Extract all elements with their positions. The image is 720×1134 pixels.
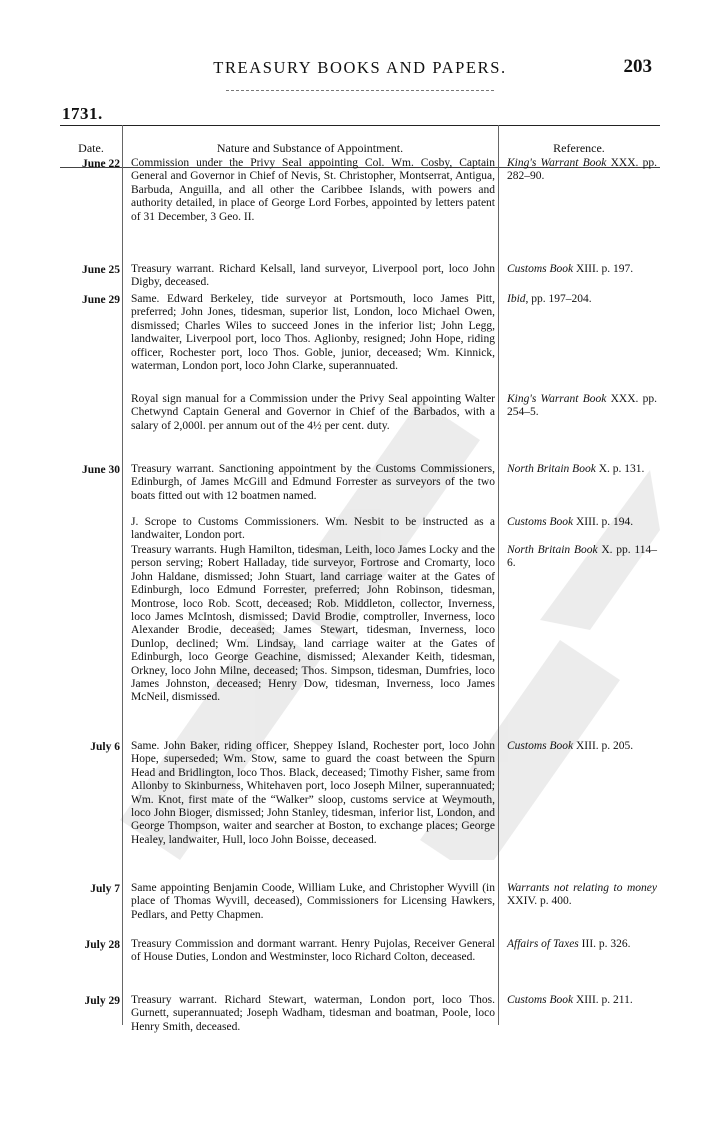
column-header-reference: Reference. bbox=[553, 141, 605, 155]
entry-date: June 29 bbox=[81, 294, 120, 306]
appointments-list bbox=[60, 157, 660, 1038]
table-row bbox=[60, 516, 660, 544]
reference-book: North Britain Book bbox=[507, 463, 596, 475]
entry-reference bbox=[507, 882, 657, 909]
entry-text: Same. John Baker, riding officer, Sheppey Island, Rochester port, loco John Hope, superseded; Wm. Stow, same to guard the coast between the Spurn Head and Bridlington, loco Thos. Black, deceased; Timothy Fisher, same from Allonby to Skinburness, Whitehaven port, loco Joseph Milner, superannuated; Wm. Knot, first mate of the “Walker” sloop, customs service at Weymouth, loco John Bioger, dismissed; John Stanley, tidesman, inferior list, London, and George Thompson, waiter and searcher at Boston, to exchange places; George Healey, landwaiter, Hull, loco John Boisse, deceased. bbox=[131, 740, 495, 846]
reference-page: , pp. 197–204. bbox=[525, 293, 592, 305]
entry-reference bbox=[507, 393, 657, 420]
reference-book: King's Warrant Book bbox=[507, 157, 607, 169]
entry-date: June 25 bbox=[81, 264, 120, 276]
entry-reference bbox=[507, 263, 657, 276]
table-row bbox=[60, 263, 660, 293]
table-row bbox=[60, 463, 660, 516]
entry-date: July 6 bbox=[90, 741, 120, 753]
entry-text: Treasury Commission and dormant warrant. Henry Pujolas, Receiver General of House Duties, London and Westminster, loco Richard Colton, deceased. bbox=[131, 938, 495, 964]
reference-page: XIII. p. 205. bbox=[573, 740, 634, 752]
table-row bbox=[60, 740, 660, 882]
entry-reference bbox=[507, 463, 657, 476]
reference-book: King's Warrant Book bbox=[507, 393, 607, 405]
entry-text: Treasury warrants. Hugh Hamilton, tidesman, Leith, loco James Locky and the person serving; Robert Halladay, tide surveyor, Fortrose and Cromarty, loco John Haldane, dismissed; John Stuart, land carriage waiter at the Gates of Edinburgh, loco Edmund Forrester, preferred; John Robinson, tidesman, Montrose, loco Rob. Scott, deceased; Rob. Middleton, collector, Inverness, loco James McIntosh, dismissed; David Brodie, comptroller, Inverness, loco Alexander Brodie, deceased; James Stewart, tidesman, Inverness, loco Dunlop, declined; Wm. Lindsay, land carriage waiter at the Gates of Edinburgh, loco George Geachine, dismissed; Alexander Keith, tidesman, Orkney, loco John Milne, deceased; Thos. Simpson, tidesman, Dumfries, loco James Johnston, deceased; Henry Dow, tidesman, Inverness, loco James McNeil, dismissed. bbox=[131, 544, 495, 704]
table-top-rule bbox=[60, 125, 660, 126]
reference-page: XXX. pp. 254–5. bbox=[507, 393, 657, 419]
reference-page: III. p. 326. bbox=[578, 938, 631, 950]
entry-reference bbox=[507, 544, 657, 571]
entry-reference bbox=[507, 157, 657, 184]
table-row bbox=[60, 544, 660, 740]
reference-page: XXX. pp. 282–90. bbox=[507, 157, 657, 183]
reference-book: Customs Book bbox=[507, 994, 574, 1006]
reference-book: Customs Book bbox=[507, 740, 574, 752]
entry-text: Same. Edward Berkeley, tide surveyor at Portsmouth, loco James Pitt, preferred; John Jones, tidesman, superior list, London, loco Michael Owen, dismissed; Charles Wiles to succeed Jones in the inferior list; John Legg, landwaiter, Liverpool port, loco Thos. Aglionby, resigned; John Hope, riding officer, Rochester port, loco Thos. Goble, junior, deceased; Wm. Kinnick, waterman, London port, loco John Clarke, superannuated. bbox=[131, 293, 495, 373]
column-header-nature: Nature and Substance of Appointment. bbox=[216, 141, 404, 155]
reference-page: X. p. 131. bbox=[595, 463, 645, 475]
reference-book: Affairs of Taxes bbox=[507, 938, 579, 950]
entry-text: Royal sign manual for a Commission under the Privy Seal appointing Walter Chetwynd Captain General and Governor in Chief of the Barbados, with a salary of 2,000l. per annum out of the 4½ per cent. duty. bbox=[131, 393, 495, 432]
reference-page: X. pp. 114–6. bbox=[507, 544, 657, 570]
table-row bbox=[60, 938, 660, 994]
table-row bbox=[60, 882, 660, 938]
entry-text: Treasury warrant. Richard Kelsall, land surveyor, Liverpool port, loco John Digby, deceased. bbox=[131, 263, 495, 289]
reference-page: XIII. p. 197. bbox=[573, 263, 634, 275]
entry-reference bbox=[507, 516, 657, 529]
page-header bbox=[60, 58, 660, 82]
table-row bbox=[60, 157, 660, 263]
table-row bbox=[60, 293, 660, 393]
entry-text: J. Scrope to Customs Commissioners. Wm. Nesbit to be instructed as a landwaiter, London port. bbox=[131, 516, 495, 542]
entry-date: June 30 bbox=[81, 464, 120, 476]
entry-reference bbox=[507, 293, 657, 306]
running-head: TREASURY BOOKS AND PAPERS. bbox=[213, 58, 507, 77]
table-row bbox=[60, 994, 660, 1038]
reference-book: Warrants not relating to money bbox=[507, 882, 657, 894]
year-heading: 1731. bbox=[62, 104, 103, 123]
entry-date: July 7 bbox=[90, 883, 120, 895]
entry-reference bbox=[507, 994, 657, 1007]
reference-page: XIII. p. 211. bbox=[573, 994, 633, 1006]
entry-date: July 28 bbox=[84, 939, 120, 951]
entry-text: Commission under the Privy Seal appointing Col. Wm. Cosby, Captain General and Governor in Chief of Nevis, St. Christopher, Montserrat, Antigua, Barbuda, Anguilla, and all other the Caribbee Islands, with powers and authority detailed, in place of George Lord Forbes, appointed by letters patent of 31 December, 3 Geo. II. bbox=[131, 157, 495, 223]
reference-page: XXIV. p. 400. bbox=[507, 895, 572, 908]
page-number: 203 bbox=[623, 56, 652, 77]
entry-text: Treasury warrant. Sanctioning appointment by the Customs Commissioners, Edinburgh, of James McGill and Edmund Forrester as surveyors of the two boats fitted out with 12 boatmen named. bbox=[131, 463, 495, 502]
entry-date: June 22 bbox=[81, 158, 120, 170]
entry-date: July 29 bbox=[84, 995, 120, 1007]
entry-text: Treasury warrant. Richard Stewart, waterman, London port, loco Thos. Gurnett, superannuated; Joseph Wadham, tidesman and boatman, Poole, loco Henry Smith, deceased. bbox=[131, 994, 495, 1033]
reference-book: Ibid bbox=[507, 293, 526, 305]
reference-book: Customs Book bbox=[507, 263, 574, 275]
column-header-date: Date. bbox=[78, 141, 104, 155]
reference-page: XIII. p. 194. bbox=[573, 516, 634, 528]
header-divider bbox=[226, 90, 494, 91]
entry-reference bbox=[507, 938, 657, 951]
reference-book: North Britain Book bbox=[507, 544, 598, 556]
table-row bbox=[60, 393, 660, 463]
entry-text: Same appointing Benjamin Coode, William Luke, and Christopher Wyvill (in place of Thomas Wyvill, deceased), Commissioners for Licensing Hawkers, Pedlars, and Petty Chapmen. bbox=[131, 882, 495, 921]
entry-reference bbox=[507, 740, 657, 753]
reference-book: Customs Book bbox=[507, 516, 574, 528]
